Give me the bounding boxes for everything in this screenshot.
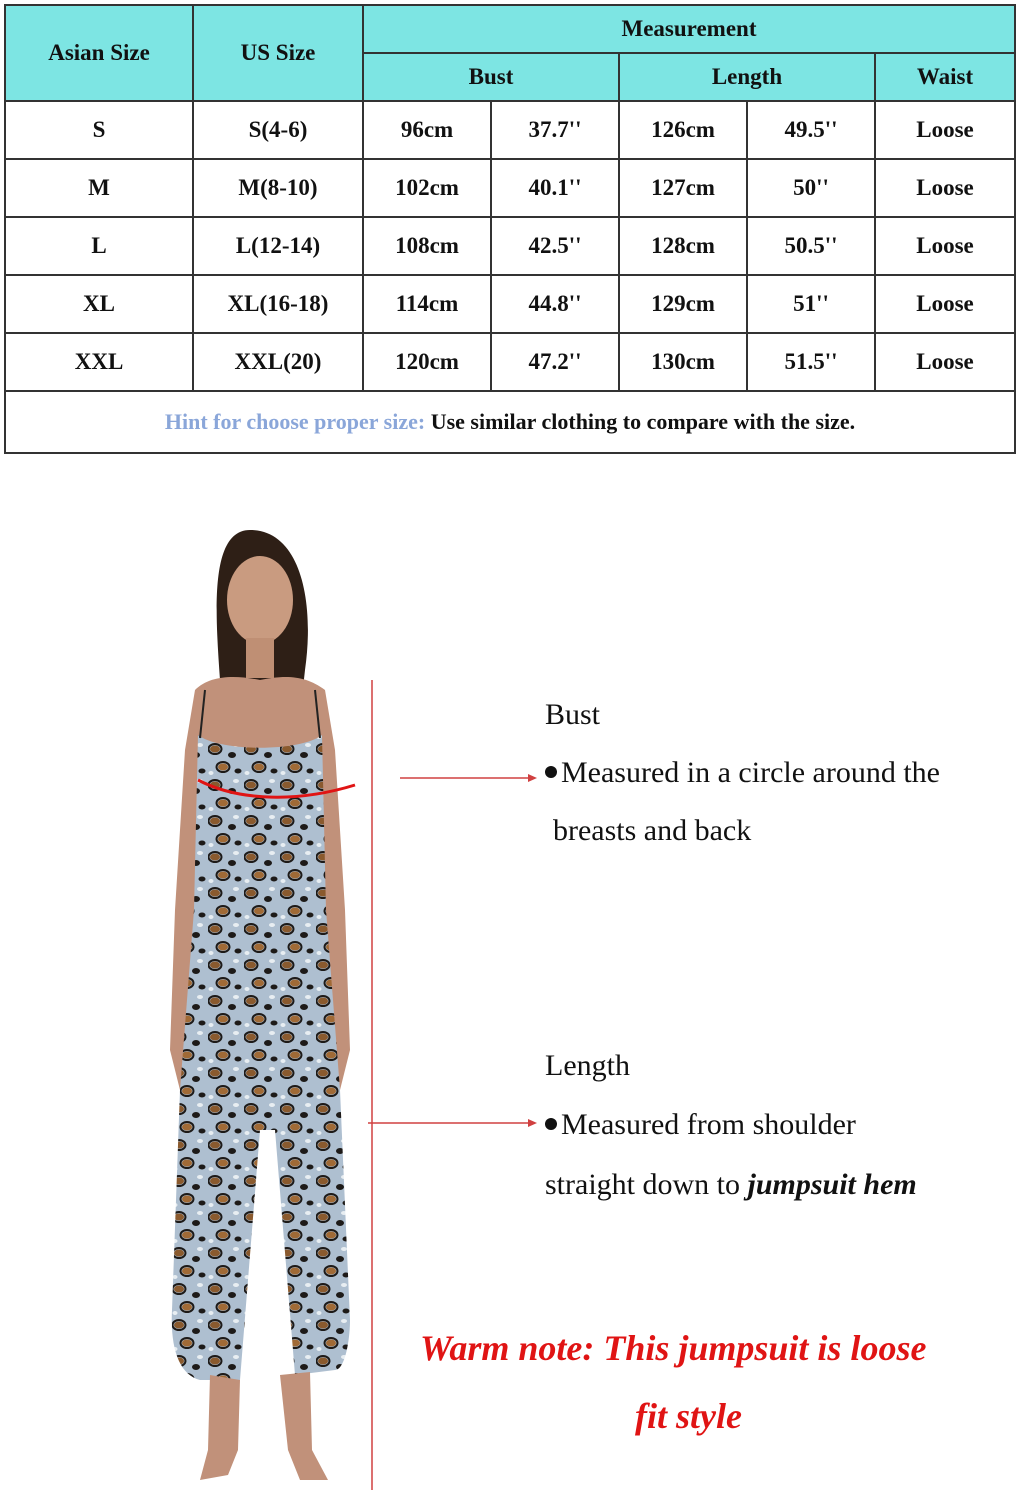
bullet-icon <box>545 1118 557 1130</box>
cell-bust-in: 37.7'' <box>491 101 619 159</box>
cell-us: S(4-6) <box>193 101 363 159</box>
cell-length-cm: 126cm <box>619 101 747 159</box>
cell-us: L(12-14) <box>193 217 363 275</box>
bullet-icon <box>545 766 557 778</box>
length-arrow-icon <box>528 1119 537 1127</box>
warm-note-line2: fit style <box>635 1396 742 1436</box>
cell-asian: S <box>5 101 193 159</box>
cell-us: XL(16-18) <box>193 275 363 333</box>
cell-bust-in: 47.2'' <box>491 333 619 391</box>
cell-bust-cm: 102cm <box>363 159 491 217</box>
header-bust: Bust <box>363 53 619 101</box>
bust-description-line2: breasts and back <box>553 814 752 847</box>
cell-bust-cm: 108cm <box>363 217 491 275</box>
cell-waist: Loose <box>875 217 1015 275</box>
length-description-line1: Measured from shoulder <box>545 1108 856 1142</box>
header-measurement: Measurement <box>363 5 1015 53</box>
cell-us: M(8-10) <box>193 159 363 217</box>
header-us-size: US Size <box>193 5 363 101</box>
warm-note-line1: Warm note: This jumpsuit is loose <box>420 1328 927 1368</box>
cell-waist: Loose <box>875 333 1015 391</box>
cell-length-in: 50.5'' <box>747 217 875 275</box>
cell-waist: Loose <box>875 275 1015 333</box>
cell-bust-cm: 114cm <box>363 275 491 333</box>
cell-bust-cm: 96cm <box>363 101 491 159</box>
cell-asian: XL <box>5 275 193 333</box>
cell-bust-in: 42.5'' <box>491 217 619 275</box>
hint-text: Use similar clothing to compare with the size. <box>430 409 856 434</box>
cell-asian: XXL <box>5 333 193 391</box>
bust-arrow-icon <box>528 774 537 782</box>
hint-label: Hint for choose proper size: <box>164 409 426 434</box>
cell-length-cm: 129cm <box>619 275 747 333</box>
cell-length-cm: 128cm <box>619 217 747 275</box>
cell-waist: Loose <box>875 159 1015 217</box>
cell-length-cm: 130cm <box>619 333 747 391</box>
cell-length-in: 51'' <box>747 275 875 333</box>
header-length: Length <box>619 53 875 101</box>
length-title: Length <box>545 1049 630 1082</box>
cell-bust-in: 40.1'' <box>491 159 619 217</box>
cell-length-in: 49.5'' <box>747 101 875 159</box>
cell-bust-cm: 120cm <box>363 333 491 391</box>
bust-title: Bust <box>545 698 601 731</box>
cell-us: XXL(20) <box>193 333 363 391</box>
bust-description-line1: Measured in a circle around the <box>545 756 940 790</box>
cell-waist: Loose <box>875 101 1015 159</box>
cell-length-in: 50'' <box>747 159 875 217</box>
cell-asian: L <box>5 217 193 275</box>
cell-asian: M <box>5 159 193 217</box>
header-asian-size: Asian Size <box>5 5 193 101</box>
length-description-line2: straight down to jumpsuit hem <box>545 1168 917 1201</box>
jumpsuit-hem-emphasis: jumpsuit hem <box>747 1168 917 1201</box>
cell-length-cm: 127cm <box>619 159 747 217</box>
cell-length-in: 51.5'' <box>747 333 875 391</box>
header-waist: Waist <box>875 53 1015 101</box>
cell-bust-in: 44.8'' <box>491 275 619 333</box>
